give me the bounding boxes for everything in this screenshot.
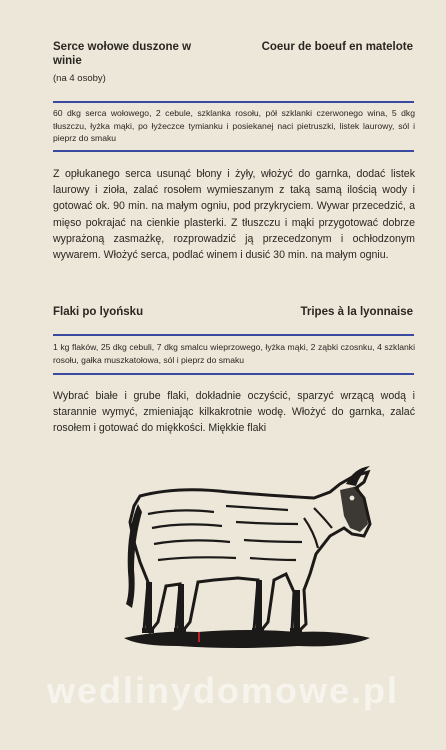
recipe-1-title-fr: Coeur de boeuf en matelote <box>261 41 413 53</box>
recipe-2-ingredients: 1 kg flaków, 25 dkg cebuli, 7 dkg smalcu wieprzowego, łyżka mąki, 2 ząbki czosnku, 4 szklanki rosołu, gałka muszkatołowa, sól i pieprz do smaku <box>53 342 415 365</box>
recipe-1-rule-bottom <box>53 150 414 152</box>
recipe-2-title-fr: Tripes à la lyonnaise <box>300 306 413 318</box>
recipe-1-title-pl: Serce wołowe duszone w winie <box>53 41 192 67</box>
recipe-1-method: Z opłukanego serca usunąć błony i żyły, włożyć do garnka, dodać listek laurowy i zioła, zalać rosołem wymieszanym z taką samą ilością wody i gotować ok. 90 min. na małym ogniu, pod przykryciem. Wywar przecedzić, a mięso pokrajać na cienkie plasterki. Z tłuszczu i mąki przygotować dobrze wyprażoną zasmażkę, rozprowadzić ją przecedzonym i ochłodzonym wywarem. Włożyć serca, podlać winem i dusić 30 min. na małym ogniu. <box>53 168 415 262</box>
recipe-2-header <box>53 305 413 321</box>
site-watermark: wedlinydomowe.pl <box>46 670 400 711</box>
recipe-1-rule-top <box>53 101 414 103</box>
recipe-1-persons: (na 4 osoby) <box>53 73 106 84</box>
recipe-2-rule-bottom <box>53 373 414 375</box>
recipe-1-header <box>53 40 413 90</box>
recipe-2-method: Wybrać białe i grube flaki, dokładnie oczyścić, sparzyć wrzącą wodą i starannie wymyć, zmieniając kilkakrotnie wodę. Włożyć do garnka, zalać rosołem i gotować do miękkości. Miękkie flaki <box>53 390 415 435</box>
recipe-1-ingredients: 60 dkg serca wołowego, 2 cebule, szklanka rosołu, pół szklanki czerwonego wina, 5 dkg tłuszczu, łyżka mąki, po łyżeczce tymianku i posiekanej naci pietruszki, listek laurowy, sól i pieprz do smaku <box>53 108 415 144</box>
recipe-2-rule-top <box>53 334 414 336</box>
bull-woodcut-icon <box>118 462 376 652</box>
recipe-2-title-pl: Flaki po lyońsku <box>53 306 144 318</box>
